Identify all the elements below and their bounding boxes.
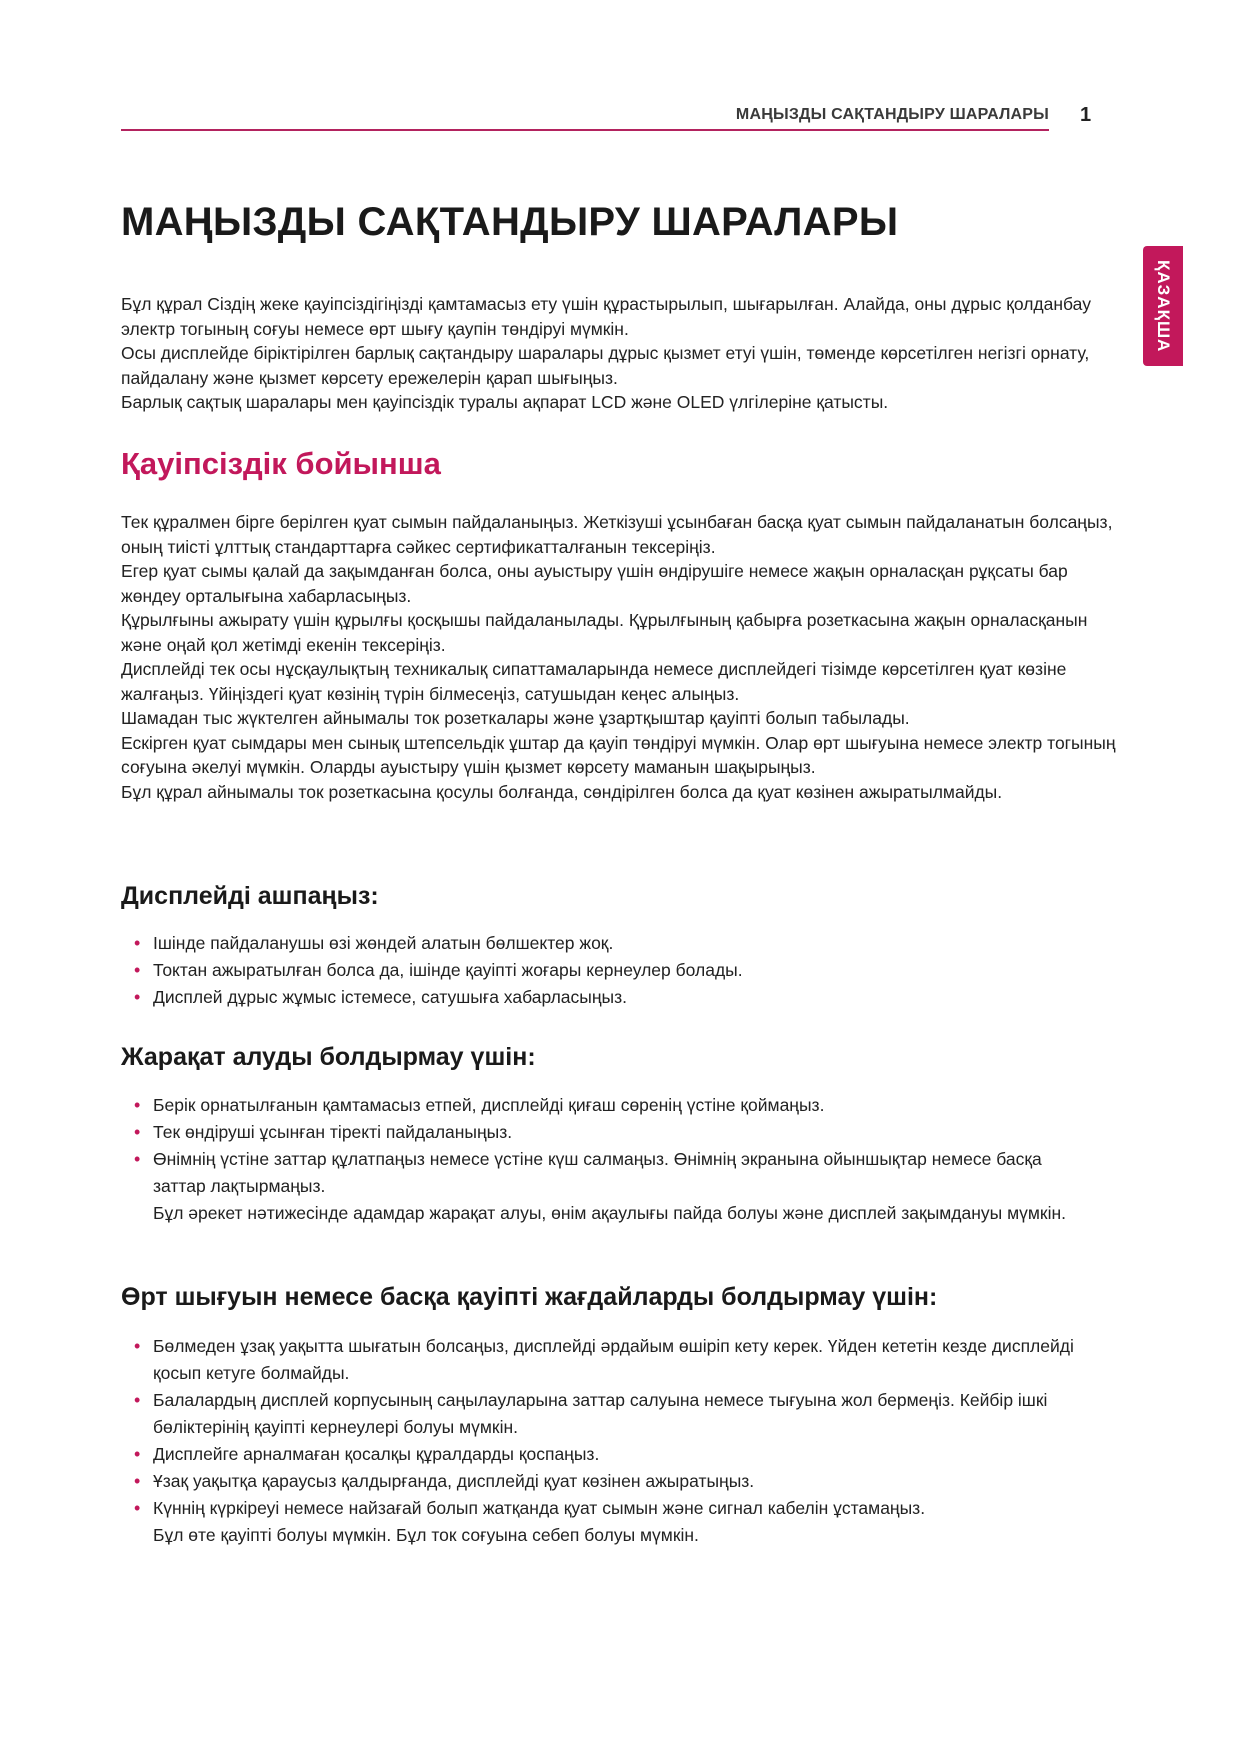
page-title: МАҢЫЗДЫ САҚТАНДЫРУ ШАРАЛАРЫ [121,200,899,244]
injury-heading: Жарақат алуды болдырмау үшін: [121,1043,536,1071]
list-item [121,1468,1081,1495]
header-divider [121,129,1049,131]
list-item-text: Балалардың дисплей корпусының саңылауларына заттар салуына немесе тығуына жол бермеңіз. Кейбір ішкі бөліктерінің қауіпті кернеулері болуы мүмкін. [153,1390,1048,1437]
list-item-text: Тек өндіруші ұсынған тіректі пайдаланыңыз. [153,1122,513,1142]
list-item-continuation: Бұл өте қауіпті болуы мүмкін. Бұл ток соғуына себеп болуы мүмкін. [153,1525,699,1545]
dont-open-list [121,930,1081,1011]
safety-paragraph: Тек құралмен бірге берілген қуат сымын пайдаланыңыз. Жеткізуші ұсынбаған басқа қуат сымын пайдаланатын болсаңыз, оның тиісті ұлттық стандарттарға сәйкес сертификатталғанын тексеріңіз. [121,512,1113,557]
list-item: • Ішінде пайдаланушы өзі жөндей алатын бөлшектер жоқ. [121,930,1081,957]
list-item: • Токтан ажыратылған болса да, ішінде қауіпті жоғары кернеулер болады. [121,957,1081,984]
safety-paragraph: Егер қуат сымы қалай да зақымданған болса, оны ауыстыру үшін өндірушіге немесе жақын орналасқан рұқсаты бар жөндеу орталығына хабарласыңыз. [121,561,1068,606]
list-item [121,1146,1081,1227]
list-item-text: Берік орнатылғанын қамтамасыз етпей, дисплейді қиғаш сөренің үстіне қоймаңыз. [153,1095,825,1115]
intro-paragraph: Осы дисплейде біріктірілген барлық сақтандыру шаралары дұрыс қызмет етуі үшін, төменде көрсетілген негізгі орнату, пайдалану және қызмет көрсету ережелерін қарап шығыңыз. [121,343,1090,388]
list-item [121,1387,1081,1441]
list-item-text: Күннің күркіреуі немесе найзағай болып жатқанда қуат сымын және сигнал кабелін ұстамаңыз. [153,1498,926,1518]
intro-block [121,292,1131,415]
safety-paragraph: Бұл құрал айнымалы ток розеткасына қосулы болғанда, сөндірілген болса да қуат көзінен ажыратылмайды. [121,781,1003,802]
language-tab [1143,246,1183,366]
list-item [121,1495,1081,1549]
page-number: 1 [1080,104,1092,126]
list-item-text: Ұзақ уақытқа қараусыз қалдырғанда, дисплейді қуат көзінен ажыратыңыз. [153,1471,755,1491]
list-item [121,1441,1081,1468]
dont-open-heading: Дисплейді ашпаңыз: [121,882,379,910]
safety-heading: Қауіпсіздік бойынша [121,446,441,481]
list-item [121,1333,1081,1387]
intro-paragraph: Бұл құрал Сіздің жеке қауіпсіздігіңізді қамтамасыз ету үшін құрастырылып, шығарылған. Алайда, оны дұрыс қолданбау электр тогының соғуы немесе өрт шығу қаупін төндіруі мүмкін. [121,294,1091,339]
injury-list [121,1092,1081,1227]
fire-heading: Өрт шығуын немесе басқа қауіпті жағдайларды болдырмау үшін: [121,1283,938,1311]
list-item-continuation: Бұл әрекет нәтижесінде адамдар жарақат алуы, өнім ақаулығы пайда болуы және дисплей зақымдануы мүмкін. [153,1203,1066,1223]
intro-paragraph: Барлық сақтық шаралары мен қауіпсіздік туралы ақпарат LCD және OLED үлгілеріне қатысты. [121,392,889,412]
list-item-text: Өнімнің үстіне заттар құлатпаңыз немесе үстіне күш салмаңыз. Өнімнің экранына ойыншықтар немесе басқа заттар лақтырмаңыз. [153,1149,1042,1196]
running-header-title: МАҢЫЗДЫ САҚТАНДЫРУ ШАРАЛАРЫ [735,106,1049,123]
list-item-text: Дисплейге арналмаған қосалқы құралдарды қоспаңыз. [153,1444,600,1464]
fire-list [121,1333,1081,1549]
list-item-text: Бөлмеден ұзақ уақытта шығатын болсаңыз, дисплейді әрдайым өшіріп кету керек. Үйден кететін кезде дисплейді қосып кетуге болмайды. [153,1336,1074,1383]
safety-paragraph: Дисплейді тек осы нұсқаулықтың техникалық сипаттамаларында немесе дисплейдегі тізімде көрсетілген қуат көзіне жалғаңыз. Үйіңіздегі қуат көзінің түрін білмесеңіз, сатушыдан кеңес алыңыз. [121,659,1067,704]
list-item [121,1119,1081,1146]
safety-paragraph: Шамадан тыс жүктелген айнымалы ток розеткалары және ұзартқыштар қауіпті болып табылады. [121,708,910,728]
safety-block [121,510,1131,804]
safety-paragraph: Құрылғыны ажырату үшін құрылғы қосқышы пайдаланылады. Құрылғының қабырға розеткасына жақын орналасқанын және оңай қол жетімді екенін тексеріңіз. [121,610,1088,655]
list-item: • Дисплей дұрыс жұмыс істемесе, сатушыға хабарласыңыз. [121,984,1081,1011]
safety-paragraph: Ескірген қуат сымдары мен сынық штепсельдік ұштар да қауіп төндіруі мүмкін. Олар өрт шығуына немесе электр тогының соғуына әкелуі мүмкін. Оларды ауыстыру үшін қызмет көрсету маманын шақырыңыз. [121,732,1116,777]
list-item [121,1092,1081,1119]
language-tab-label: ҚАЗАҚША [1154,259,1173,353]
